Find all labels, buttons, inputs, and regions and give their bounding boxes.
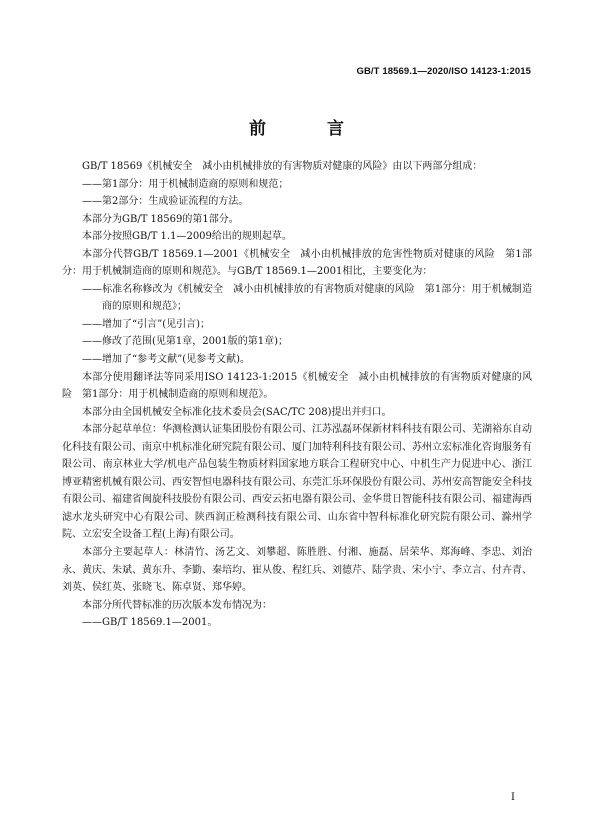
paragraph: GB/T 18569《机械安全 减小由机械排放的有害物质对健康的风险》由以下两部分组成： <box>82 161 483 172</box>
list-item: ——增加了“引言”(见引言)； <box>82 318 211 330</box>
list-item: ——第1部分：用于机械制造商的原则和规范； <box>82 178 289 190</box>
paragraph: 本部分使用翻译法等同采用ISO 14123-1:2015《机械安全 减小由机械排放的有害物质对健康的风险 第1部分：用于机械制造商的原则和规范》。 <box>62 371 532 401</box>
page-number: I <box>511 792 515 803</box>
paragraph: 本部分起草单位：华测检测认证集团股份有限公司、江苏泓磊环保新材料科技有限公司、芜湖裕东自动化科技有限公司、南京中机标准化研究院有限公司、厦门加特利科技有限公司、苏州立宏标准化咨询服务有限公司、南京林业大学/机电产品包装生物质材料国家地方联合工程研究中心、中机生产力促进中心、浙江博亚精密机械有限公司、西安智恒电器科技有限公司、东莞汇乐环保股份有限公司、苏州安高智能安全科技有限公司、福建省闽旋科技股份有限公司、西安云拓电器有限公司、金华贯日智能科技有限公司、福建海西滤水龙头研究中心有限公司、陕西润正检测科技有限公司、山东省中智科标准化研究院有限公司、滁州学院、立宏安全设备工程(上海)有限公司。 <box>62 424 532 541</box>
list-item: ——第2部分：生成验证流程的方法。 <box>82 196 249 208</box>
foreword-body <box>62 158 532 632</box>
paragraph: 本部分代替GB/T 18569.1—2001《机械安全 减小由机械排放的危害性物质对健康的风险 第1部分：用于机械制造商的原则和规范》。与GB/T 18569.1—2001相比，主要变化为： <box>62 248 532 278</box>
paragraph: 本部分为GB/T 18569的第1部分。 <box>82 213 239 225</box>
paragraph: 本部分按照GB/T 1.1—2009给出的规则起草。 <box>82 231 292 243</box>
list-item: ——增加了“参考文献”(见参考文献)。 <box>82 354 251 366</box>
list-item: ——标准名称修改为《机械安全 减小由机械排放的有害物质对健康的风险 第1部分：用于机械制造商的原则和规范》； <box>82 283 532 313</box>
page-title: 前 言 <box>249 119 366 139</box>
paragraph: 本部分主要起草人：林清竹、汤艺文、刘攀超、陈胜胜、付湘、施磊、居荣华、郑海峰、李忠、刘治永、黄庆、朱斌、黄东升、李勤、秦培均、崔从俊、程红兵、刘德芹、陆学贵、宋小宁、李立言、付卉青、刘英、侯红英、张晓飞、陈卓贤、郑华婷。 <box>62 547 532 594</box>
list-item: ——修改了范围(见第1章，2001版的第1章)； <box>82 336 288 348</box>
standard-code-header: GB/T 18569.1—2020/ISO 14123-1:2015 <box>356 66 531 77</box>
paragraph: 本部分由全国机械安全标准化技术委员会(SAC/TC 208)提出并归口。 <box>82 406 392 418</box>
paragraph: 本部分所代替标准的历次版本发布情况为： <box>82 599 272 611</box>
list-item: ——GB/T 18569.1—2001。 <box>82 617 218 629</box>
